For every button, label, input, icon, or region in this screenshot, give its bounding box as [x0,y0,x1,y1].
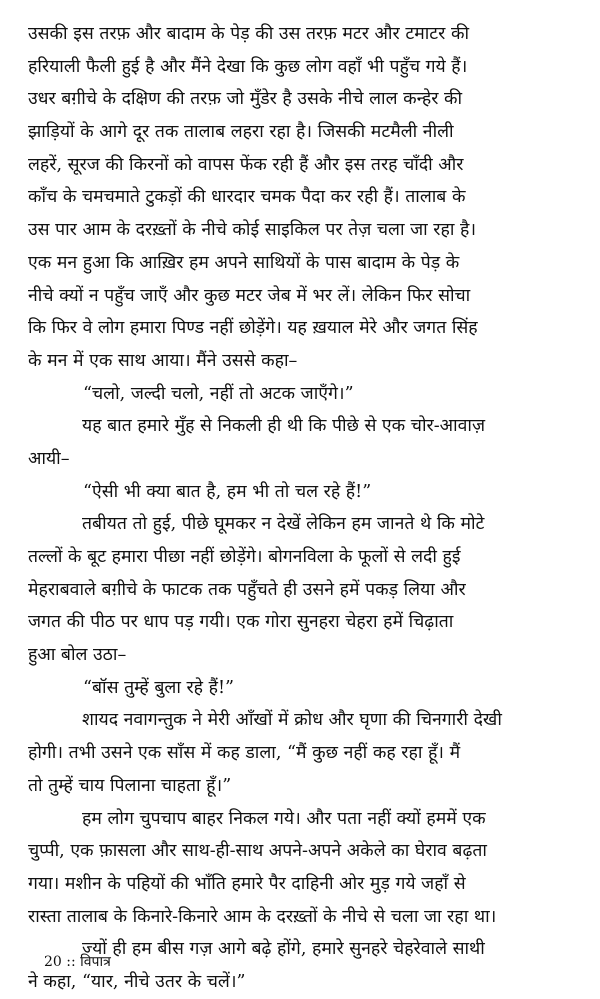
text-line: हुआ बोल उठा– [28,645,127,666]
dialogue-line: “बॉस तुम्हें बुला रहे हैं!” [83,677,235,698]
text-line: झाड़ियों के आगे दूर तक तालाब लहरा रहा है। जिसकी मटमैली नीली [28,122,454,143]
text-line: ने कहा, “यार, नीचे उतर के चलें।” [28,971,246,992]
text-line: नीचे क्यों न पहुँच जाएँ और कुछ मटर जेब में भर लें। लेकिन फिर सोचा [28,285,471,306]
text-line: लहरें, सूरज की किरनों को वापस फेंक रही हैं और इस तरह चाँदी और [28,154,464,175]
text-line: रास्ता तालाब के किनारे-किनारे आम के दरख़्तों के नीचे से चला जा रहा था। [28,906,497,927]
paragraph-start-line: शायद नवागन्तुक ने मेरी आँखों में क्रोध और घृणा की चिनगारी देखी [82,710,502,731]
paragraph-start-line: ज्यों ही हम बीस गज़ आगे बढ़े होंगे, हमारे सुनहरे चेहरेवाले साथी [82,939,485,960]
text-line: एक मन हुआ कि आख़िर हम अपने साथियों के पास बादाम के पेड़ के [28,252,460,273]
text-line: कि फिर वे लोग हमारा पिण्ड नहीं छोड़ेंगे। यह ख़याल मेरे और जगत सिंह [28,318,478,339]
text-line: काँच के चमचमाते टुकड़ों की धारदार चमक पैदा कर रही हैं। तालाब के [28,187,466,208]
text-line: चुप्पी, एक फ़ासला और साथ-ही-साथ अपने-अपने अकेले का घेराव बढ़ता [28,841,487,862]
text-line: हरियाली फैली हुई है और मैंने देखा कि कुछ लोग वहाँ भी पहुँच गये हैं। [28,56,468,77]
text-line: गया। मशीन के पहियों की भाँति हमारे पैर दाहिनी ओर मुड़ गये जहाँ से [28,873,466,894]
text-line: उसकी इस तरफ़ और बादाम के पेड़ की उस तरफ़ मटर और टमाटर की [28,24,470,44]
paragraph-start-line: यह बात हमारे मुँह से निकली ही थी कि पीछे से एक चोर-आवाज़ [82,416,486,437]
text-line: जगत की पीठ पर धाप पड़ गयी। एक गोरा सुनहरा चेहरा हमें चिढ़ाता [28,612,454,633]
page-footer: 20 :: विपात्र [44,954,111,970]
text-line: होगी। तभी उसने एक साँस में कह डाला, “मैं कुछ नहीं कह रहा हूँ। मैं [28,743,461,764]
text-line: मेहराबवाले बग़ीचे के फाटक तक पहुँचते ही उसने हमें पकड़ लिया और [28,579,466,600]
body-text [28,18,592,999]
text-line: उस पार आम के दरख़्तों के नीचे कोई साइकिल पर तेज़ चला जा रहा है। [28,220,476,241]
paragraph-start-line: हम लोग चुपचाप बाहर निकल गये। और पता नहीं क्यों हममें एक [82,808,486,829]
text-line: तो तुम्हें चाय पिलाना चाहता हूँ।” [28,775,232,796]
text-line: के मन में एक साथ आया। मैंने उससे कहा– [28,350,298,371]
dialogue-line: “ऐसी भी क्या बात है, हम भी तो चल रहे हैं!” [83,481,372,502]
dialogue-line: “चलो, जल्दी चलो, नहीं तो अटक जाएँगे।” [83,383,354,404]
text-line: आयी– [28,448,70,469]
paragraph-start-line: तबीयत तो हुई, पीछे घूमकर न देखें लेकिन हम जानते थे कि मोटे [82,514,485,535]
text-line: उधर बग़ीचे के दक्षिण की तरफ़ जो मुँडेर है उसके नीचे लाल कन्हेर की [28,89,463,110]
text-line: तल्लों के बूट हमारा पीछा नहीं छोड़ेंगे। बोगनविला के फूलों से लदी हुई [28,547,461,567]
